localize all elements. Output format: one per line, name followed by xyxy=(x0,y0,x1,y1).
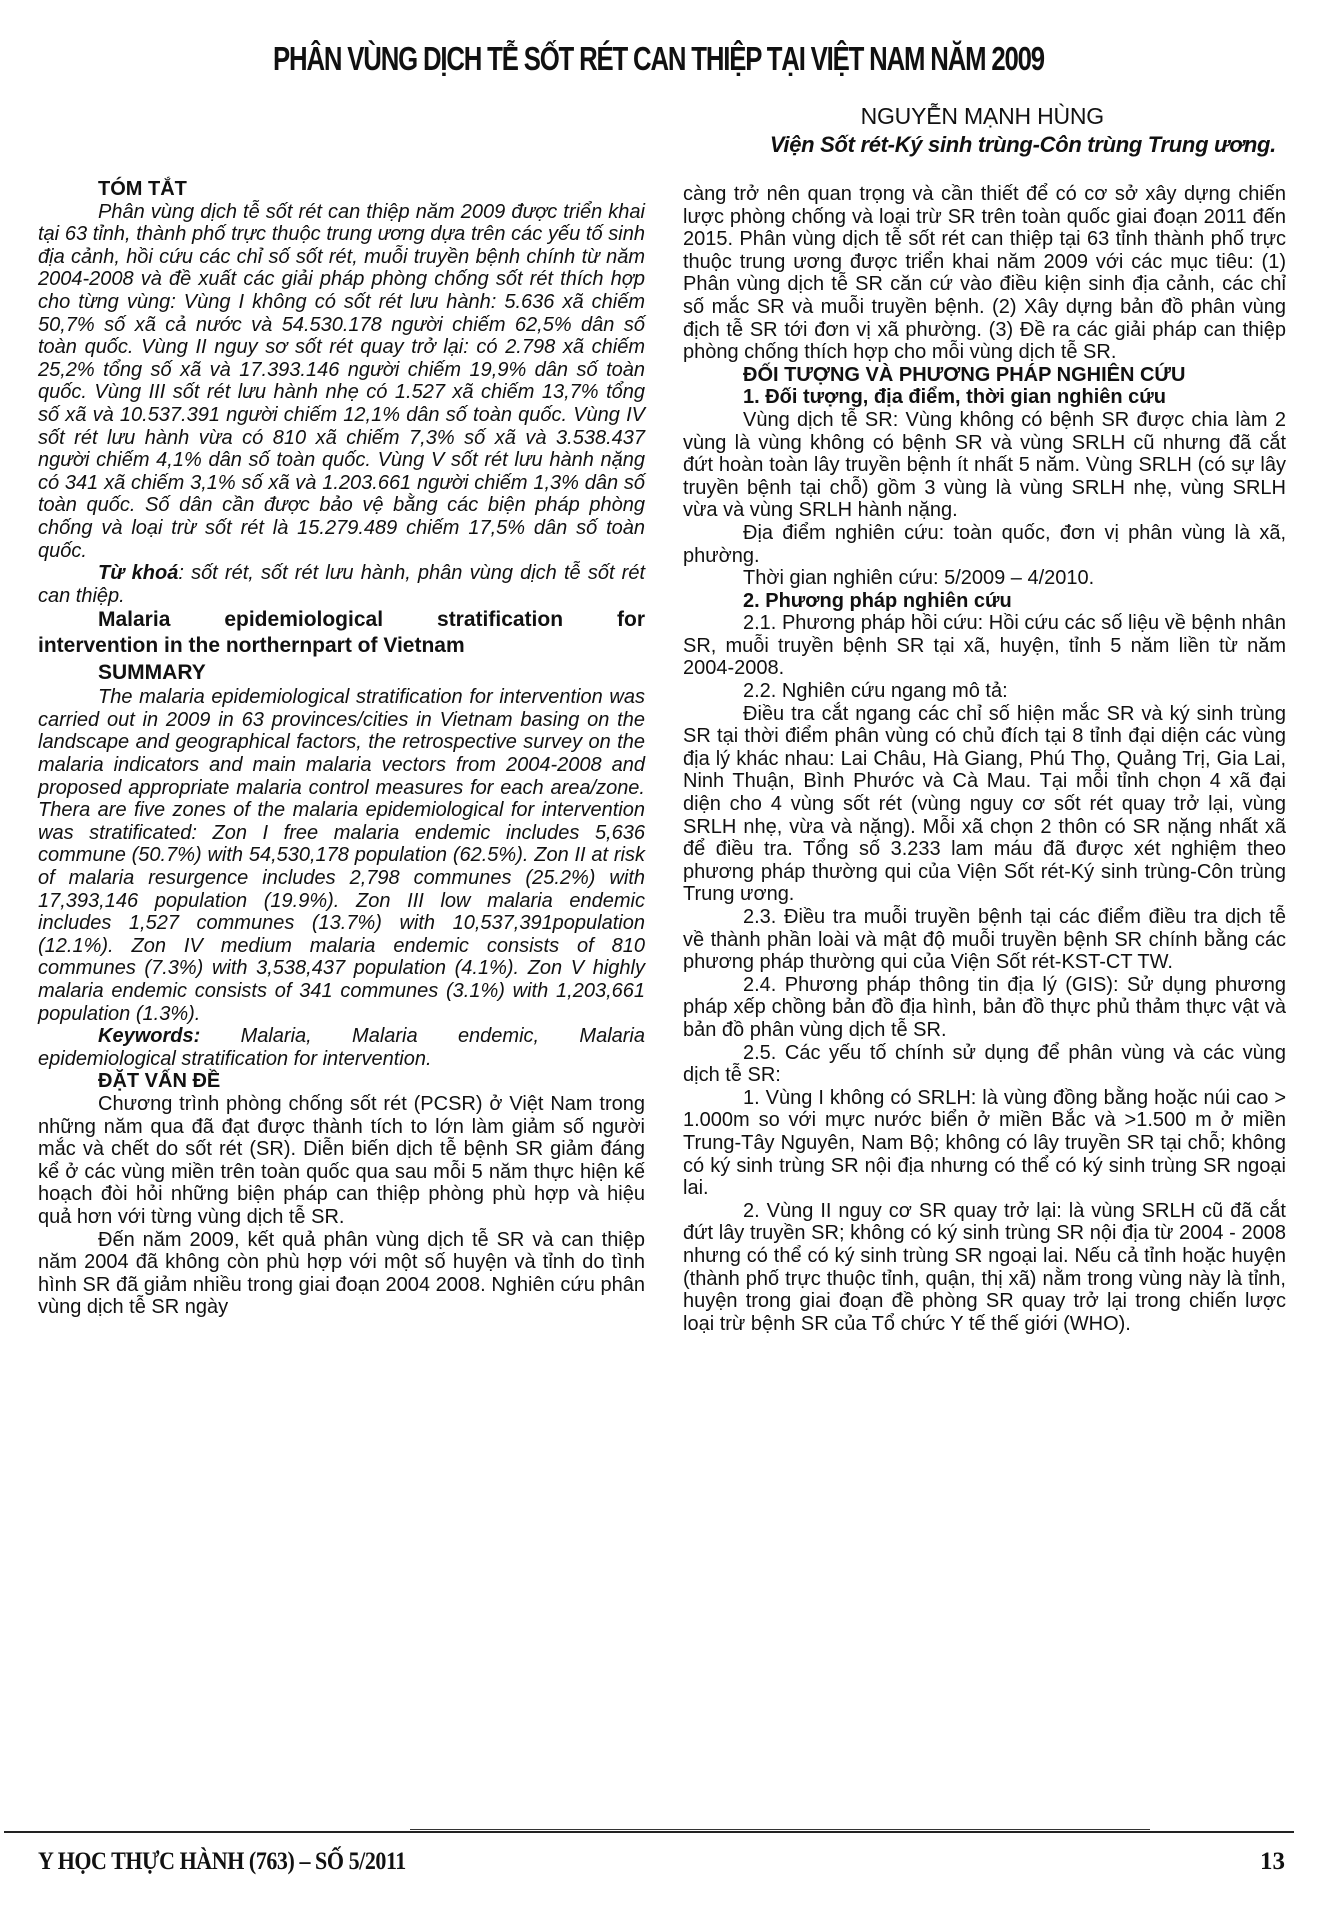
methods-paragraph: Thời gian nghiên cứu: 5/2009 – 4/2010. xyxy=(743,567,1095,590)
intro-paragraph-2-continued: càng trở nên quan trọng và cần thiết để có cơ sở xây dựng chiến lược phòng chống và loại trừ SR trên toàn quốc giai đoạn 2011 đến 2015. Phân vùng dịch tễ sốt rét can thiệp tại 63 tỉnh thành phố trực thuộc trung ương được triển khai năm 2009 với các mục tiêu: (1) Phân vùng dịch tễ SR căn cứ vào điều kiện sinh địa cảnh, các chỉ số mắc SR và muỗi truyền bệnh. (2) Xây dựng bản đồ phân vùng địch tễ SR tới đơn vị xã phường. (3) Đề ra các giải pháp can thiệp phòng chống thích hợp cho mỗi vùng dịch tễ SR. xyxy=(683,183,1286,364)
intro-paragraph-2: Đến năm 2009, kết quả phân vùng dịch tễ SR và can thiệp năm 2004 đã không còn phù hợp với một số huyện và tỉnh do tình hình SR đã giảm nhiều trong giai đoạn 2004 2008. Nghiên cứu phân vùng dịch tễ SR ngày xyxy=(38,1228,645,1319)
methods-paragraph: Điều tra cắt ngang các chỉ số hiện mắc SR và ký sinh trùng SR tại thời điểm phân vùng có chủ đích tại 8 tỉnh đại diện các vùng địa lý khác nhau: Lai Châu, Hà Giang, Phú Thọ, Quảng Trị, Gia Lai, Ninh Thuận, Bình Phước và Cà Mau. Tại mỗi tỉnh chọn 4 xã đại diện cho 4 vùng sốt rét (vùng nguy cơ sốt rét quay trở lại, vùng SRLH nhẹ, vừa và nặng). Mỗi xã chọn 2 thôn có SR nặng nhất xã để điều tra. Tổng số 3.233 lam máu đã được xét nghiệm theo phương pháp thường qui của Viện Sốt rét-Ký sinh trùng-Côn trùng Trung ương. xyxy=(683,702,1286,906)
methods-subheading-2: 2. Phương pháp nghiên cứu xyxy=(743,589,1012,612)
english-title-line-1: Malaria epidemiological stratification for xyxy=(98,608,645,632)
article-title: PHÂN VÙNG DỊCH TỄ SỐT RÉT CAN THIỆP TẠI VIỆT NAM NĂM 2009 xyxy=(273,40,1044,77)
methods-paragraph: 2.5. Các yếu tố chính sử dụng để phân vùng và các vùng dịch tễ SR: xyxy=(683,1041,1286,1087)
journal-footer: Y HỌC THỰC HÀNH (763) – SỐ 5/2011 xyxy=(38,1848,406,1875)
english-title-line-2: intervention in the northernpart of Vietnam xyxy=(38,634,465,658)
abstract-vi-heading: TÓM TẮT xyxy=(98,178,187,200)
keywords-en-text: Malaria, Malaria endemic, Malaria epidemiological stratification for intervention. xyxy=(38,1025,645,1070)
right-column xyxy=(683,183,1286,1335)
author-name: NGUYỄN MẠNH HÙNG xyxy=(860,103,1104,129)
methods-paragraph: 2.3. Điều tra muỗi truyền bệnh tại các điểm điều tra dịch tễ về thành phần loài và mật độ muỗi truyền bệnh SR chính bằng các phương pháp thường qui của Viện Sốt rét-KST-CT TW. xyxy=(683,906,1286,974)
keywords-en-label: Keywords: xyxy=(98,1025,201,1048)
methods-heading: ĐỐI TƯỢNG VÀ PHƯƠNG PHÁP NGHIÊN CỨU xyxy=(743,363,1186,386)
intro-paragraph-1: Chương trình phòng chống sốt rét (PCSR) ở Việt Nam trong những năm qua đã đạt được thành tích to lớn làm giảm số người mắc và chết do sốt rét (SR). Diễn biến dịch tễ bệnh SR giảm đáng kể ở các vùng miền trên toàn quốc qua sau mỗi 5 năm thực hiện kế hoạch đòi hỏi những biện pháp can thiệp phòng phù hợp và hiệu quả hơn với từng vùng dịch tễ SR. xyxy=(38,1092,645,1228)
intro-heading: ĐẶT VẤN ĐỀ xyxy=(98,1070,221,1093)
keywords-vi-text: : sốt rét, sốt rét lưu hành, phân vùng dịch tễ sốt rét can thiệp. xyxy=(38,562,646,607)
methods-subheading-1: 1. Đối tượng, địa điểm, thời gian nghiên cứu xyxy=(743,386,1166,409)
footer-rule xyxy=(4,1831,1294,1833)
methods-paragraph: Vùng dịch tễ SR: Vùng không có bệnh SR được chia làm 2 vùng là vùng không có bệnh SR và vùng SRLH cũ nhưng đã cắt đứt hoàn toàn lây truyền bệnh ít nhất 5 năm. Vùng SRLH (có sự lây truyền bệnh tại chỗ) gồm 3 vùng là vùng SRLH nhẹ, vùng SRLH vừa và vùng SRLH hành nặng. xyxy=(683,408,1286,522)
methods-paragraph: 2. Vùng II nguy cơ SR quay trở lại: là vùng SRLH cũ đã cắt đứt lây truyền SR; không có ký sinh trùng SR nội địa từ 2004 - 2008 nhưng có thể có ký sinh trùng SR ngoại lai. Nếu cả tỉnh hoặc huyện (thành phố trực thuộc tỉnh, quận, thị xã) nằm trong vùng này là tỉnh, huyện trong giai đoạn đề phòng SR quay trở lại trong chiến lược loại trừ bệnh SR của Tổ chức Y tế thế giới (WHO). xyxy=(683,1199,1286,1335)
keywords-vi-label: Từ khoá xyxy=(98,562,179,585)
english-title xyxy=(38,607,645,659)
footer-rule-overlay xyxy=(410,1829,1150,1830)
abstract-vi-body: Phân vùng dịch tễ sốt rét can thiệp năm 2009 được triển khai tại 63 tỉnh, thành phố trực thuộc trung ương dựa trên các yếu tố sinh địa cảnh, hồi cứu các chỉ số sốt rét, muỗi truyền bệnh chính từ năm 2004-2008 và đề xuất các giải pháp phòng chống sốt rét thích hợp cho từng vùng: Vùng I không có sốt rét lưu hành: 5.636 xã chiếm 50,7% số xã cả nước và 54.530.178 người chiếm 62,5% dân số toàn quốc. Vùng II nguy sơ sốt rét quay trở lại: có 2.798 xã chiếm 25,2% tổng số xã và 17.393.146 người chiếm 19,9% dân số toàn quốc. Vùng III sốt rét lưu hành nhẹ có 1.527 xã chiếm 13,7% tổng số xã và 10.537.391 người chiếm 12,1% dân số toàn quốc. Vùng IV sốt rét lưu hành vừa có 810 xã chiếm 7,3% số xã và 3.538.437 người chiếm 4,1% dân số toàn quốc. Vùng V sốt rét lưu hành nặng có 341 xã chiếm 3,1% số xã và 1.203.661 người chiếm 1,3% dân số toàn quốc. Số dân cần được bảo vệ bằng các biện pháp phòng chống và loại trừ sốt rét là 15.279.489 chiếm 17,5% dân số toàn quốc. xyxy=(38,200,645,562)
author-affiliation: Viện Sốt rét-Ký sinh trùng-Côn trùng Trung ương. xyxy=(769,132,1276,157)
abstract-vi-keywords xyxy=(38,562,645,607)
methods-paragraph: 2.4. Phương pháp thông tin địa lý (GIS): Sử dụng phương pháp xếp chồng bản đồ địa hình, bản đồ thực phủ thảm thực vật và bản đồ phân vùng dịch tễ SR. xyxy=(683,973,1286,1041)
left-column xyxy=(38,178,645,1319)
methods-paragraph: Địa điểm nghiên cứu: toàn quốc, đơn vị phân vùng là xã, phường. xyxy=(683,521,1286,567)
methods-paragraph: 2.2. Nghiên cứu ngang mô tả: xyxy=(743,680,1008,703)
methods-paragraph: 2.1. Phương pháp hồi cứu: Hồi cứu các số liệu về bệnh nhân SR, muỗi truyền bệnh SR tại xã, huyện, tỉnh 5 năm liền từ năm 2004-2008. xyxy=(683,612,1286,680)
summary-heading: SUMMARY xyxy=(98,661,206,685)
methods-paragraph: 1. Vùng I không có SRLH: là vùng đồng bằng hoặc núi cao > 1.000m so với mực nước biển ở miền Bắc và >1.500 m ở miền Trung-Tây Nguyên, Nam Bộ; không có lây truyền SR tại chỗ; không có ký sinh trùng SR nội địa nhưng có thể có ký sinh trùng SR ngoại lai. xyxy=(683,1086,1286,1200)
summary-body: The malaria epidemiological stratification for intervention was carried out in 2009 in 63 provinces/cities in Vietnam basing on the landscape and geographical factors, the retrospective survey on the malaria indicators and main malaria vectors from 2004-2008 and proposed appropriate malaria control measures for each area/zone. Thera are five zones of the malaria epidemiological for intervention was stratificated: Zon I free malaria endemic includes 5,636 commune (50.7%) with 54,530,178 population (62.5%). Zon II at risk of malaria resurgence includes 2,798 communes (25.2%) with 17,393,146 population (19.9%). Zon III low malaria endemic includes 1,527 communes (13.7%) with 10,537,391population (12.1%). Zon IV medium malaria endemic consists of 810 communes (7.3%) with 3,538,437 population (4.1%). Zon V highly malaria endemic consists of 341 communes (3.1%) with 1,203,661 population (1.3%). xyxy=(38,686,645,1025)
summary-keywords xyxy=(38,1025,645,1070)
page-number: 13 xyxy=(1260,1848,1285,1875)
